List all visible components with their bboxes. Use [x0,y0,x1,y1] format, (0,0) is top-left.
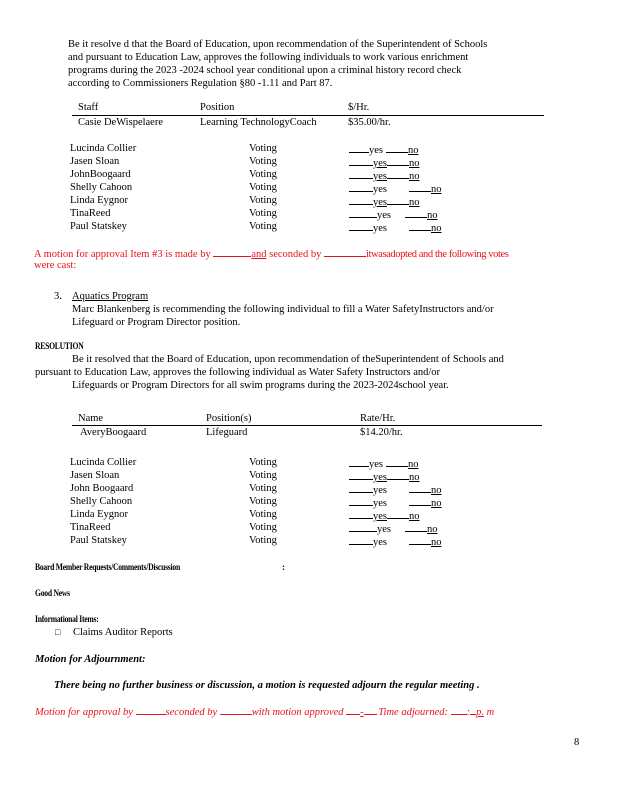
voter-name: JohnBoogaard [70,169,131,180]
voter-name: TinaReed [70,522,111,533]
no-blank[interactable] [387,155,409,166]
no-label: no [431,537,442,548]
motion-blank-seconded-by[interactable] [324,246,366,257]
voter-name: Linda Eygnor [70,195,129,206]
good-news-label: Good News [35,588,70,598]
adjournment-text-1: Motion for approval by [35,707,133,718]
item-number-3: 3. [54,291,62,302]
adjournment-blank-vote-a[interactable] [346,704,360,715]
no-blank[interactable] [409,534,431,545]
resolution-line-2: and pursuant to Education Law, approves the following individuals to work various enrichment [68,52,469,63]
voter-status: Voting [249,535,277,546]
voter-status: Voting [249,509,277,520]
yes-blank[interactable] [349,155,373,166]
no-label: no [431,184,442,195]
voter-name: Lucinda Collier [70,457,137,468]
resolution-line-3: programs during the 2023 -2024 school year conditional upon a criminal history record check [68,65,462,76]
yes-blank[interactable] [349,456,369,467]
no-label: no [431,485,442,496]
adjournment-heading: Motion for Adjournment: [35,654,146,665]
voter-name: Shelly Cahoon [70,182,133,193]
no-blank[interactable] [409,181,431,192]
motion-text-line2: were cast: [34,260,77,271]
no-blank[interactable] [405,521,427,532]
no-blank[interactable] [409,220,431,231]
board-requests-colon: : [282,562,285,572]
yes-label: yes [373,511,387,522]
no-label: no [408,145,419,156]
voter-status: Voting [249,496,277,507]
table-cell-name: AveryBoogaard [80,427,147,438]
yes-blank[interactable] [349,220,373,231]
table-cell-staff: Casie DeWispelaere [78,117,163,128]
adjournment-text-2: seconded by [165,707,218,718]
voter-name: John Boogaard [70,483,134,494]
col-header-rate: Rate/Hr. [360,413,396,424]
voter-status: Voting [249,143,277,154]
adjournment-text-3: with motion approved [251,707,344,718]
voter-status: Voting [249,169,277,180]
no-blank[interactable] [387,194,409,205]
no-label: no [409,158,420,169]
yes-blank[interactable] [349,207,377,218]
aquatics-intro-2: Lifeguard or Program Director position. [72,317,241,328]
yes-blank[interactable] [349,469,373,480]
yes-label: yes [373,158,387,169]
no-label: no [409,511,420,522]
yes-blank[interactable] [349,534,373,545]
motion-text-1: A motion for approval Item #3 is made by [34,249,211,260]
motion-item3 [34,246,508,261]
motion-text-2: seconded by [269,249,322,260]
col-header-positions: Position(s) [206,413,252,424]
yes-label: yes [373,171,387,182]
adjournment-blank-vote-b[interactable] [364,704,376,715]
yes-blank[interactable] [349,508,373,519]
bullet-icon: □ [55,627,61,637]
adjournment-colon: : [466,707,471,718]
col-header-rate: $/Hr. [348,102,370,113]
yes-blank[interactable] [349,142,369,153]
no-blank[interactable] [409,495,431,506]
vote-choices [349,534,442,549]
yes-label: yes [377,524,391,535]
adjournment-blank-seconded[interactable] [220,704,252,715]
no-label: no [409,197,420,208]
adjournment-blank-by[interactable] [136,704,166,715]
no-blank[interactable] [387,168,409,179]
informational-items-label: Informational Items: [35,614,99,624]
yes-blank[interactable] [349,495,373,506]
col-header-position: Position [200,102,235,113]
table-cell-rate: $35.00/hr. [348,117,391,128]
adjournment-motion [35,704,494,719]
table-cell-rate: $14.20/hr. [360,427,403,438]
yes-label: yes [369,459,383,470]
no-blank[interactable] [387,508,409,519]
voter-name: Lucinda Collier [70,143,137,154]
adjournment-dash: - [360,707,364,718]
no-label: no [427,210,438,221]
info-item-claims-auditor: Claims Auditor Reports [73,627,173,638]
adjournment-blank-hour[interactable] [451,704,467,715]
yes-blank[interactable] [349,194,373,205]
motion-blank-made-by[interactable] [213,246,251,257]
no-blank[interactable] [386,142,408,153]
yes-label: yes [373,223,387,234]
vote-choices [349,220,442,235]
adjournment-statement: There being no further business or discussion, a motion is requested adjourn the regular meeting . [54,680,480,691]
voter-status: Voting [249,156,277,167]
adjournment-pm: p. [476,707,485,718]
voter-name: Shelly Cahoon [70,496,133,507]
item-title-aquatics: Aquatics Program [72,291,149,302]
resolution-heading: RESOLUTION [35,341,84,351]
motion-text-3: itwasadopted and the following votes [365,249,509,260]
no-blank[interactable] [405,207,427,218]
table-cell-position: Learning TechnologyCoach [200,117,317,128]
yes-label: yes [373,197,387,208]
voter-status: Voting [249,483,277,494]
voter-name: Jasen Sloan [70,156,120,167]
voter-name: TinaReed [70,208,111,219]
voter-name: Paul Statskey [70,221,127,232]
voter-name: Paul Statskey [70,535,127,546]
page-number: 8 [574,737,580,748]
aquatics-intro-1: Marc Blankenberg is recommending the following individual to fill a Water SafetyInstructors and/or [72,304,494,315]
table-cell-position: Lifeguard [206,427,248,438]
board-requests-label: Board Member Requests/Comments/Discussion [35,562,180,572]
voter-status: Voting [249,195,277,206]
no-label: no [427,524,438,535]
col-header-name: Name [78,413,104,424]
no-label: no [431,498,442,509]
no-label: no [408,459,419,470]
resolution-line-4: according to Commissioners Regulation §80 -1.11 and Part 87. [68,78,333,89]
resolution-line-1: Be it resolve d that the Board of Education, upon recommendation of the Superintendent of Schools [68,39,488,50]
aquatics-resolution-1: Be it resolved that the Board of Education, upon recommendation of theSuperintendent of Schools and [72,354,504,365]
no-label: no [409,171,420,182]
yes-blank[interactable] [349,521,377,532]
yes-label: yes [373,184,387,195]
col-header-staff: Staff [78,102,99,113]
aquatics-resolution-3: Lifeguards or Program Directors for all swim programs during the 2023-2024school year. [72,380,449,391]
adjournment-m: m [486,707,495,718]
yes-blank[interactable] [349,482,373,493]
yes-label: yes [373,537,387,548]
adjournment-text-4: .Time adjourned: [375,707,449,718]
no-blank[interactable] [387,469,409,480]
motion-and: and [251,249,267,260]
yes-blank[interactable] [349,181,373,192]
no-label: no [431,223,442,234]
voter-name: Linda Eygnor [70,509,129,520]
voter-status: Voting [249,182,277,193]
aquatics-resolution-2: pursuant to Education Law, approves the following individual as Water Safety Instructors and/or [35,367,441,378]
voter-status: Voting [249,470,277,481]
yes-label: yes [373,485,387,496]
voter-status: Voting [249,522,277,533]
voter-status: Voting [249,221,277,232]
yes-label: yes [373,498,387,509]
yes-label: yes [369,145,383,156]
yes-blank[interactable] [349,168,373,179]
no-blank[interactable] [409,482,431,493]
voter-name: Jasen Sloan [70,470,120,481]
yes-label: yes [373,472,387,483]
voter-status: Voting [249,208,277,219]
no-blank[interactable] [386,456,408,467]
voter-status: Voting [249,457,277,468]
no-label: no [409,472,420,483]
yes-label: yes [377,210,391,221]
